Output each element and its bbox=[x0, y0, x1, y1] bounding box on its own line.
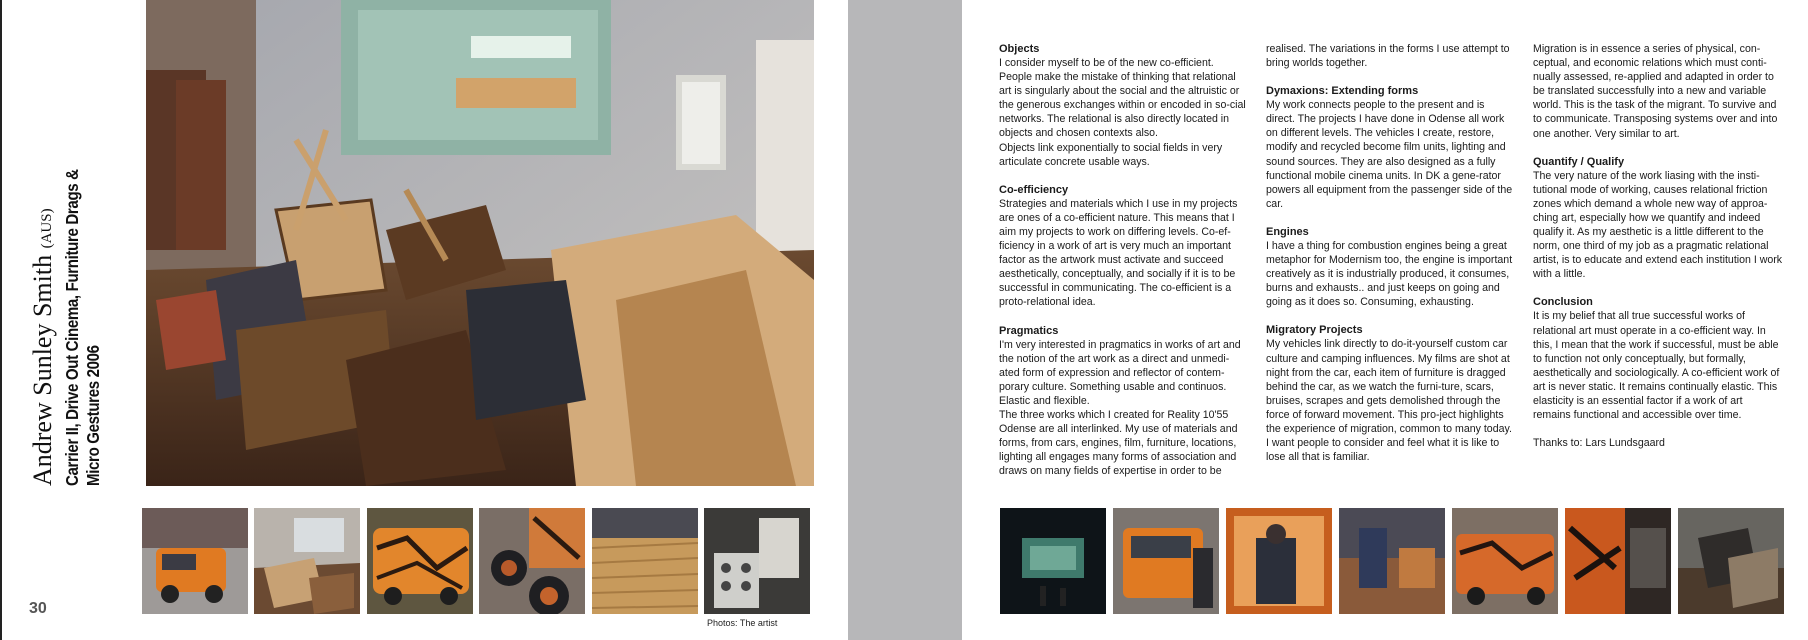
work-title bbox=[62, 65, 104, 486]
engines-heading: Engines bbox=[1266, 225, 1309, 238]
conclusion-heading: Conclusion bbox=[1533, 296, 1593, 309]
thumbnail-wood-floor bbox=[592, 508, 698, 614]
quantify-heading: Quantify / Qualify bbox=[1533, 155, 1625, 168]
thumbnail-night-screening bbox=[1000, 508, 1106, 614]
thanks-note: Thanks to: Lars Lundsgaard bbox=[1533, 437, 1665, 450]
thumbnail-van-closeup bbox=[1565, 508, 1671, 614]
artist-name bbox=[28, 66, 62, 486]
thumbnail-workshop bbox=[1339, 508, 1445, 614]
page-gutter bbox=[848, 0, 962, 640]
pragmatics-heading: Pragmatics bbox=[999, 324, 1059, 337]
artist-country: (AUS) bbox=[39, 208, 55, 249]
objects-body: I consider myself to be of the new co-efficient. People make the mistake of thinking that relational art is singularly about the social and the altruistic or the generous exchanges within or encoded in so-cial networks. The relational is also directly located in objects and chosen contexts also. Objects link exponentially to social fields in very articulate concrete usable ways. bbox=[999, 57, 1246, 168]
page-number: 30 bbox=[29, 600, 47, 617]
photo-credit: Photos: The artist bbox=[707, 618, 778, 628]
text-column-3 bbox=[1533, 42, 1783, 450]
text-column-2 bbox=[1266, 42, 1516, 464]
text-column-1 bbox=[999, 42, 1249, 478]
coefficiency-body: Strategies and materials which I use in my projects are ones of a co-efficient nature. This means that I aim my projects to work on differing levels. Co-ef-ficiency in a work of art is very much an important factor as the artwork must activate and succeed aesthetically, conceptually, and socially if it is to be successful in communicating. The co-efficient is a proto-relational idea. bbox=[999, 197, 1238, 309]
main-installation-photo bbox=[146, 0, 814, 486]
thumbnail-van-front bbox=[1113, 508, 1219, 614]
thumbnail-chairs bbox=[1678, 508, 1784, 614]
left-page bbox=[0, 0, 848, 640]
dymaxions-body: My work connects people to the present and is direct. The projects I have done in Odense all work on different levels. The vehicles I create, restore, modify and recycled become film units, lighting and sound sources. They are also designed as a fully functional mobile cinema units. In DK a gene-rator powers all equipment from the passenger side of the car. bbox=[1266, 99, 1513, 210]
dymaxions-heading: Dymaxions: Extending forms bbox=[1266, 85, 1419, 98]
coefficiency-heading: Co-efficiency bbox=[999, 183, 1069, 196]
migration-body: Migration is in essence a series of physical, con-ceptual, and economic relations which must conti-nually assessed, re-applied and adapted in order to be translated successfully into a new and variable world. This is the task of the migrant. To survive and to communicate. Transposing systems over and into one another. Very similar to art. bbox=[1533, 43, 1778, 140]
work-title-line-1: Carrier II, Drive Out Cinema, Furniture Drags & bbox=[62, 169, 82, 486]
quantify-body: The very nature of the work liasing with the insti-tutional mode of working, causes relational friction zones which demand a whole new way of approa-ching art, especially how we quantify and indeed qualify it. As my aesthetic is a little different to the norm, one third of my job as a pragmatic relational artist, is to educate and extend each institution I work with a little. bbox=[1533, 169, 1783, 281]
artist-name-text: Andrew Sunley Smith bbox=[28, 254, 57, 486]
migratory-body: My vehicles link directly to do-it-yourself custom car culture and camping influences. My films are shot at night from the car, each item of furniture is dragged behind the car, as we watch the furni-ture, scars, bruises, scrapes and gets demolished through the force of forward movement. This pro-ject highlights the experience of migration, common to many today. I want people to consider and feel what it is like to lose all that is familiar. bbox=[1266, 338, 1512, 464]
thumbnail-appliances bbox=[704, 508, 810, 614]
thumbnail-furniture-pile bbox=[254, 508, 360, 614]
thumbnail-painted-van-side bbox=[1452, 508, 1558, 614]
objects-heading: Objects bbox=[999, 43, 1040, 55]
pragmatics-body: I'm very interested in pragmatics in works of art and the notion of the art work as a direct and unmedi-ated form of expression and reflector of contem-porary culture. Something usable and continuos. Elastic and flexible. The three works which I created for Reality 10'55 Odense are all interlinked. My use of materials and forms, from cars, engines, film, furniture, locations, lighting all engages many forms of association and draws on many fields of expertise in order to be bbox=[999, 338, 1241, 478]
migratory-heading: Migratory Projects bbox=[1266, 324, 1363, 337]
vertical-title bbox=[28, 66, 120, 486]
engines-body: I have a thing for combustion engines being a great metaphor for Modernism too, the engine is important creatively as it is industrially produced, it consumes, burns and exhausts.. and just keeps on going and going as it does so. Consuming, exhausting. bbox=[1266, 239, 1513, 309]
thumbnail-orange-van-street bbox=[142, 508, 248, 614]
thumbnail-painted-van bbox=[367, 508, 473, 614]
conclusion-body: It is my belief that all true successful works of relational art must operate in a co-efficient way. In this, I mean that the work if successful, must be able to function not only conceptually, but formally, aesthetically and sociologically. A co-efficient work of art is never static. It remains continually elastic. This elasticity is an essential factor if a work of art remains functional and accessible over time. bbox=[1533, 310, 1780, 422]
thumbnail-tyres-furniture bbox=[479, 508, 585, 614]
continued-text: realised. The variations in the forms I use attempt to bring worlds together. bbox=[1266, 43, 1510, 70]
work-title-line-2: Micro Gestures 2006 bbox=[83, 345, 103, 486]
thumbnail-van-interior bbox=[1226, 508, 1332, 614]
